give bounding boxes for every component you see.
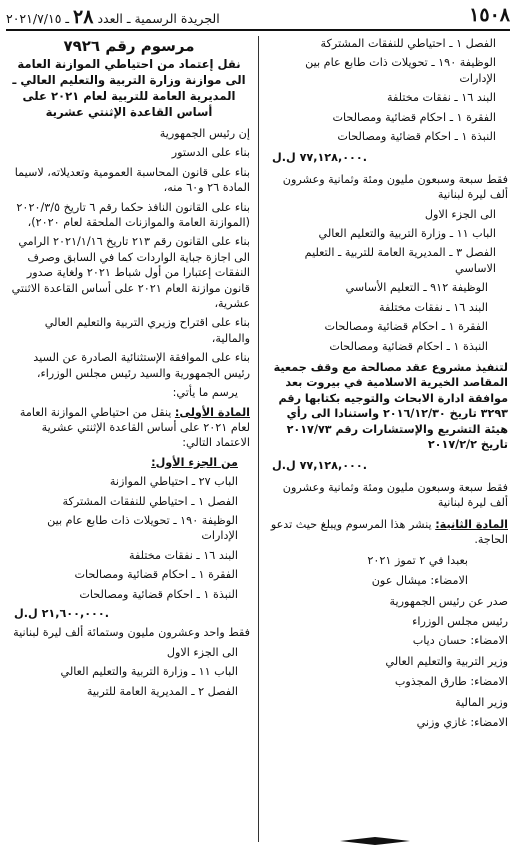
consideration: بناء على القانون النافذ حكما رقم ٦ تاريخ ٢٠٢٠/٣/٥ (الموازنة العامة والموازنات الملحقة لعام ٢٠٢٠)، [16, 200, 250, 230]
budget-line: الفصل ٣ ـ المديرية العامة للتربية ـ التعليم الاساسي [304, 246, 496, 275]
decrees-statement: يرسم ما يأتي: [172, 386, 238, 400]
budget-line: الفقرة ١ ـ احكام قضائية ومصالحات [74, 568, 238, 582]
amount-in-words: فقط سبعة وسبعون مليون ومئة وثمانية وعشرون ألف ليرة لبنانية [282, 480, 508, 510]
article-two [266, 517, 508, 548]
column-divider [258, 36, 259, 842]
finance-minister-title: وزير المالية [455, 696, 508, 710]
budget-line: الفصل ١ ـ احتياطي للنفقات المشتركة [320, 37, 496, 50]
header-rule [6, 29, 510, 31]
education-minister-title: وزير التربية والتعليم العالي [385, 655, 508, 669]
budget-line: البند ١٦ ـ نفقات مختلفة [386, 91, 496, 105]
president-signature: الامضاء: ميشال عون [371, 573, 468, 587]
pm-title: رئيس مجلس الوزراء [412, 614, 508, 628]
right-column [266, 36, 508, 734]
amount: ٧٧,١٢٨,٠٠٠ ل.ل. [272, 459, 367, 473]
education-minister-signature: الامضاء: طارق المجذوب [394, 674, 508, 688]
budget-line: الفقرة ١ ـ احكام قضائية ومصالحات [324, 320, 488, 334]
budget-line: النبذة ١ ـ احكام قضائية ومصالحات [329, 339, 488, 353]
article-one-text: ينقل من احتياطي الموازنة العامة لعام ٢٠٢١ على أساس القاعدة الإثنتي عشرية الاعتماد التالي: [19, 405, 250, 450]
consideration: بناء على القانون رقم ٢١٣ تاريخ ٢٠٢١/١/١٦ الرامي الى اجازة جباية الواردات كما في السابق وصرف النفقات إعتبارا من أول شباط ٢٠٢١ ولغاية صدور قانون موازنة العام ٢٠٢١ على أساس القاعدة الاثنتي عشرية، [11, 235, 250, 311]
consideration: بناء على اقتراح وزيري التربية والتعليم العالي والمالية، [44, 316, 250, 345]
decree-number: مرسوم رقم ٧٩٢٦ [63, 37, 195, 55]
consideration: بناء على قانون المحاسبة العمومية وتعديلاته، لاسيما المادة ٢٦ و٦٠ منه، [14, 165, 250, 195]
budget-line: البند ١٦ ـ نفقات مختلفة [378, 300, 488, 314]
budget-line: الباب ١١ ـ وزارة التربية والتعليم العالي [318, 227, 496, 241]
finance-minister-signature: الامضاء: غازي وزني [416, 715, 508, 729]
article-one [8, 405, 250, 451]
consideration: بناء على الدستور [171, 146, 250, 160]
article-two-text: ينشر هذا المرسوم ويبلغ حيث تدعو الحاجة. [270, 517, 508, 546]
budget-line: الفقرة ١ ـ احكام قضائية ومصالحات [332, 110, 496, 124]
budget-line: الى الجزء الاول [166, 645, 238, 659]
page-number: ١٥٠٨ [469, 4, 510, 26]
gazette-title [6, 6, 220, 28]
from-part-heading: من الجزء الأول: [151, 455, 238, 469]
budget-line: الباب ١١ ـ وزارة التربية والتعليم العالي [60, 665, 238, 679]
article-one-label: المادة الأولى: [174, 405, 250, 419]
budget-line: الوظيفة ١٩٠ ـ تحويلات ذات طابع عام بين الإدارات [305, 56, 496, 85]
amount: ٧٧,١٢٨,٠٠٠ ل.ل. [272, 151, 367, 165]
consideration: بناء على الموافقة الإستثنائية الصادرة عن السيد رئيس الجمهورية والسيد رئيس مجلس الوزراء، [33, 351, 250, 380]
budget-line: الوظيفة ١٩٠ ـ تحويلات ذات طابع عام بين الإدارات [47, 513, 238, 543]
issued-by: صدر عن رئيس الجمهورية [389, 595, 508, 609]
left-column [8, 36, 250, 703]
signing-place-date: بعبدا في ٢ تموز ٢٠٢١ [367, 554, 468, 568]
issue-date: ـ ٢٠٢١/٧/١٥ [6, 11, 70, 26]
purpose-paragraph: لتنفيذ مشروع عقد مصالحة مع وقف جمعية المقاصد الخيرية الاسلامية في بيروت بعد موافقة ادارة الابحاث والتوجيه بكتابها رقم ٣٢٩٣ تاريخ ٢٠١٦/١٢/٣٠ واستنادا الى رأي هيئة التشريع والإستشارات رقم ٢٠١٧/٧٣ تاريخ ٢٠١٧/٢/٢ [273, 360, 508, 451]
budget-line: الباب ٢٧ ـ احتياطي الموازنة [109, 475, 238, 489]
budget-line: الفصل ١ ـ احتياطي للنفقات المشتركة [62, 494, 238, 508]
decree-intro: إن رئيس الجمهورية [159, 127, 250, 140]
pm-signature: الامضاء: حسان دياب [412, 634, 508, 647]
amount: ٢١,٦٠٠,٠٠٠ ل.ل. [14, 606, 109, 620]
budget-line: الوظيفة ٩١٢ ـ التعليم الأساسي [345, 281, 488, 295]
budget-line: النبذة ١ ـ احكام قضائية ومصالحات [79, 587, 238, 601]
budget-line: البند ١٦ ـ نفقات مختلفة [128, 548, 238, 562]
diamond-divider-icon [340, 836, 410, 846]
budget-line: الفصل ٢ ـ المديرية العامة للتربية [86, 684, 238, 698]
issue-number: ٢٨ [73, 6, 94, 28]
article-two-label: المادة الثانية: [435, 517, 508, 531]
amount-in-words: فقط واحد وعشرون مليون وستمائة ألف ليرة لبنانية [13, 626, 250, 640]
budget-line: الى الجزء الاول [424, 207, 496, 221]
gazette-prefix: الجريدة الرسمية ـ العدد [97, 11, 220, 26]
page-header [0, 0, 516, 30]
budget-line: النبذة ١ ـ احكام قضائية ومصالحات [337, 130, 496, 144]
decree-title: نقل إعتماد من احتياطي الموازنة العامة الى موازنة وزارة التربية والتعليم العالي ـ المديرية العامة للتربية لعام ٢٠٢١ على أساس القاعدة الإثنتي عشرية [12, 57, 246, 119]
amount-in-words: فقط سبعة وسبعون مليون ومئة وثمانية وعشرون ألف ليرة لبنانية [282, 172, 508, 202]
